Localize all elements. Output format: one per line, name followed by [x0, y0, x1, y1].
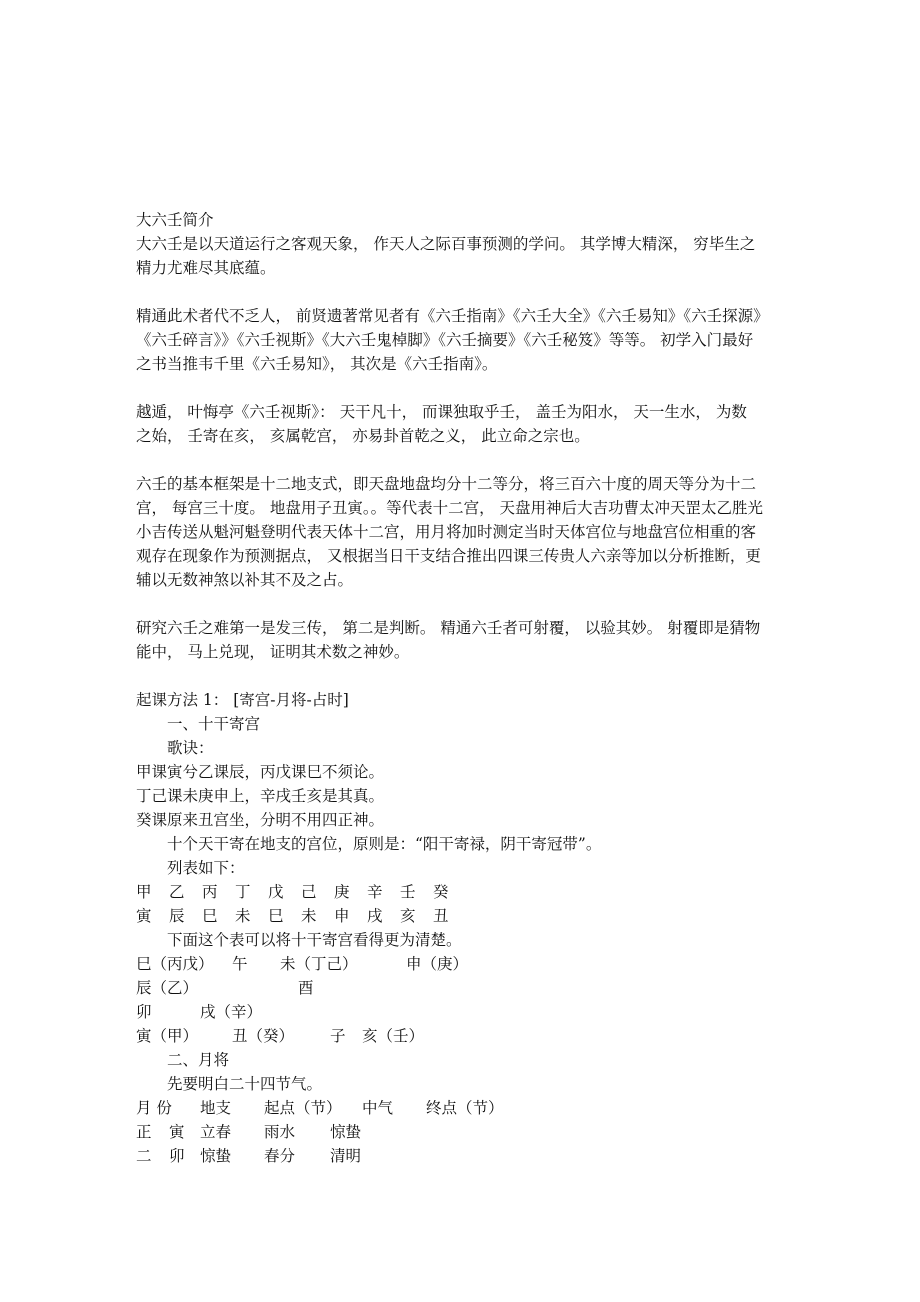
para2-line1: 精通此术者代不乏人， 前贤遗著常见者有《六壬指南》《六壬大全》《六壬易知》《六壬探源》 — [136, 307, 769, 325]
board-row-1 — [136, 952, 796, 976]
board-row-4 — [136, 1024, 796, 1048]
stem-cell: 庚 — [334, 883, 350, 901]
solar-intro: 先要明白二十四节气。 — [167, 1075, 323, 1093]
table-cell: 立春 — [200, 1123, 232, 1141]
header-cell: 终点（节） — [426, 1099, 504, 1117]
table-cell: 春分 — [264, 1147, 296, 1165]
solar-table-header — [136, 1096, 796, 1120]
song-line-3: 癸课原来丑宫坐，分明不用四正神。 — [136, 811, 385, 829]
song-label: 歌诀： — [167, 739, 214, 757]
branch-cell: 巳 — [202, 907, 218, 925]
board-cell: 午 — [232, 955, 248, 973]
stem-cell: 乙 — [169, 883, 185, 901]
stem-cell: 甲 — [136, 883, 152, 901]
board-cell: 卯 — [136, 1003, 152, 1021]
stem-cell: 己 — [301, 883, 317, 901]
method-title: 起课方法 1： [寄宫-月将-占时] — [136, 691, 349, 709]
board-cell: 子 — [330, 1027, 346, 1045]
board-cell: 巳（丙戊） — [136, 955, 214, 973]
board-cell: 寅（甲） — [136, 1027, 199, 1045]
branch-cell: 戌 — [367, 907, 383, 925]
para4-line5: 辅以无数神煞以补其不及之占。 — [136, 571, 354, 589]
board-cell: 戌（辛） — [200, 1003, 263, 1021]
branch-cell: 未 — [301, 907, 317, 925]
stem-cell: 辛 — [367, 883, 383, 901]
branch-cell: 辰 — [169, 907, 185, 925]
stem-cell: 戊 — [268, 883, 284, 901]
list-label: 列表如下： — [167, 859, 245, 877]
para2-line3: 之书当推韦千里《六壬易知》， 其次是《六壬指南》。 — [136, 355, 498, 373]
branch-cell: 未 — [235, 907, 251, 925]
board-cell: 丑（癸） — [232, 1027, 295, 1045]
stem-cell: 丁 — [235, 883, 251, 901]
board-cell: 未（丁己） — [280, 955, 358, 973]
para5-line2: 能中， 马上兑现， 证明其术数之神妙。 — [136, 643, 410, 661]
clearer-text: 下面这个表可以将十干寄宫看得更为清楚。 — [167, 931, 462, 949]
stems-row — [136, 880, 796, 904]
section-heading-1: 一、十干寄宫 — [167, 715, 261, 733]
table-cell: 惊蛰 — [200, 1147, 232, 1165]
header-cell: 中气 — [362, 1099, 394, 1117]
principle-text: 十个天干寄在地支的宫位，原则是：“阳干寄禄，阴干寄冠带”。 — [167, 835, 602, 853]
board-cell: 酉 — [298, 979, 314, 997]
table-cell: 卯 — [169, 1147, 185, 1165]
board-row-3 — [136, 1000, 796, 1024]
song-line-1: 甲课寅兮乙课辰，丙戊课巳不须论。 — [136, 763, 385, 781]
branch-cell: 寅 — [136, 907, 152, 925]
branch-cell: 巳 — [268, 907, 284, 925]
table-cell: 二 — [136, 1147, 152, 1165]
solar-table-row — [136, 1120, 796, 1144]
para1-line2: 精力尤难尽其底蕴。 — [136, 259, 276, 277]
para2-line2: 《六壬碎言》》《六壬视斯》《大六壬鬼棹脚》《六壬摘要》《六壬秘笈》等等。 初学入门最好 — [136, 331, 754, 349]
solar-table-row — [136, 1144, 796, 1168]
board-cell: 辰（乙） — [136, 979, 199, 997]
section-heading-2: 二、月将 — [167, 1051, 230, 1069]
para4-line3: 小吉传送从魁河魁登明代表天体十二宫，用月将加时测定当时天体宫位与地盘宫位相重的客 — [136, 523, 757, 541]
document-body — [136, 208, 796, 1168]
para4-line2: 宫， 每宫三十度。 地盘用子丑寅。。等代表十二宫， 天盘用神后大吉功曹太冲天罡太乙胜光 — [136, 499, 764, 517]
branch-cell: 申 — [334, 907, 350, 925]
stem-cell: 癸 — [433, 883, 449, 901]
branches-row — [136, 904, 796, 928]
para1-line1: 大六壬是以天道运行之客观天象， 作天人之际百事预测的学问。 其学博大精深， 穷毕生之 — [136, 235, 756, 253]
header-cell: 月 份 — [136, 1099, 172, 1117]
para3-line2: 之始， 壬寄在亥， 亥属乾宫， 亦易卦首乾之义， 此立命之宗也。 — [136, 427, 590, 445]
board-cell: 申（庚） — [406, 955, 469, 973]
para4-line4: 观存在现象作为预测据点， 又根据当日干支结合推出四课三传贵人六亲等加以分析推断，更 — [136, 547, 761, 565]
song-line-2: 丁己课未庚申上，辛戌壬亥是其真。 — [136, 787, 385, 805]
board-row-2 — [136, 976, 796, 1000]
table-cell: 雨水 — [264, 1123, 296, 1141]
branch-cell: 丑 — [433, 907, 449, 925]
header-cell: 地支 — [200, 1099, 232, 1117]
table-cell: 清明 — [330, 1147, 362, 1165]
stem-cell: 壬 — [400, 883, 416, 901]
para4-line1: 六壬的基本框架是十二地支式，即天盘地盘均分十二等分，将三百六十度的周天等分为十二 — [136, 475, 757, 493]
branch-cell: 亥 — [400, 907, 416, 925]
board-cell: 亥（壬） — [362, 1027, 425, 1045]
stem-cell: 丙 — [202, 883, 218, 901]
doc-title: 大六壬简介 — [136, 211, 214, 229]
table-cell: 寅 — [169, 1123, 185, 1141]
table-cell: 正 — [136, 1123, 152, 1141]
para3-line1: 越遁， 叶悔亭《六壬视斯》： 天干凡十， 而课独取乎壬， 盖壬为阳水， 天一生水， 为数 — [136, 403, 747, 421]
header-cell: 起点（节） — [264, 1099, 342, 1117]
table-cell: 惊蛰 — [330, 1123, 362, 1141]
para5-line1: 研究六壬之难第一是发三传， 第二是判断。 精通六壬者可射覆， 以验其妙。 射覆即是猜物 — [136, 619, 761, 637]
